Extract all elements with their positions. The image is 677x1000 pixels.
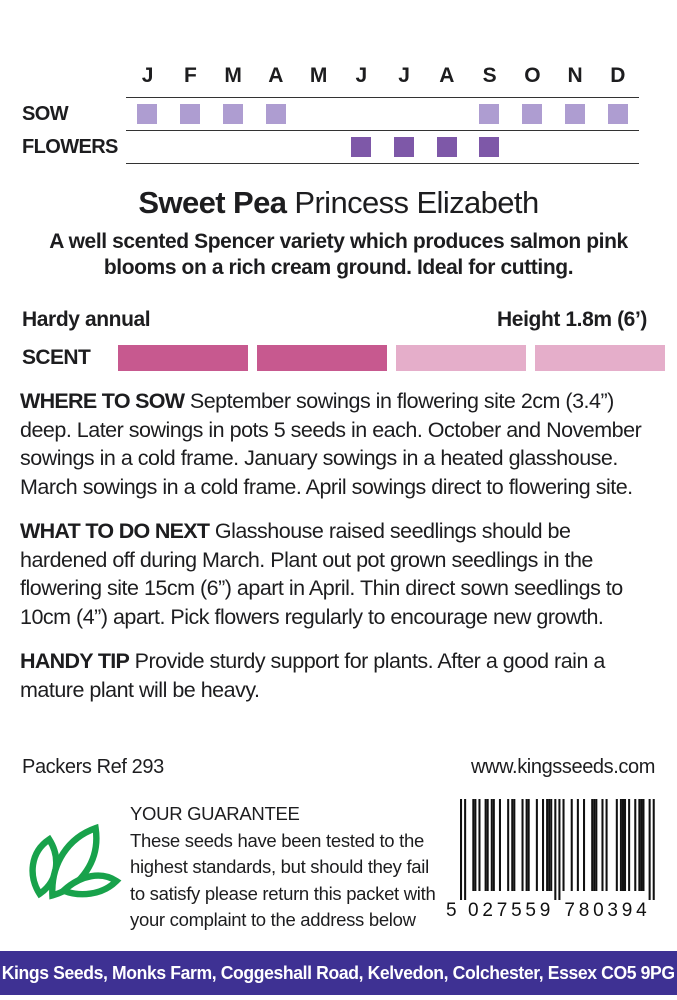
month-square <box>180 104 200 124</box>
scent-segment <box>396 345 526 371</box>
plant-type: Hardy annual <box>22 308 151 331</box>
what-to-do-next-paragraph <box>20 517 659 631</box>
svg-text:2: 2 <box>482 900 493 921</box>
sow-month-cell <box>254 98 297 130</box>
empty-month-cell <box>212 131 255 163</box>
guarantee-body: These seeds have been tested to the highest standards, but should they fail to satisfy please return this packet with your complaint to the address below <box>130 829 436 930</box>
where-to-sow-paragraph <box>20 387 659 501</box>
barcode <box>438 799 659 934</box>
handy-tip-text: Provide sturdy support for plants. After a good rain a mature plant will be heavy. <box>20 649 605 702</box>
attributes-row <box>22 308 647 332</box>
sow-month-cell <box>169 98 212 130</box>
kings-seeds-leaves-logo <box>22 799 130 934</box>
flowers-month-cell <box>425 131 468 163</box>
month-square <box>351 137 371 157</box>
month-label: A <box>268 64 283 87</box>
scent-label: SCENT <box>22 346 91 369</box>
what-to-do-next-lead: WHAT TO DO NEXT <box>20 519 210 543</box>
cultivar-name: Princess Elizabeth <box>286 185 539 220</box>
month-label: O <box>524 64 541 87</box>
sow-month-cell <box>212 98 255 130</box>
empty-month-cell <box>511 131 554 163</box>
sow-row-label: SOW <box>22 103 68 125</box>
footer-address-bar <box>0 951 677 995</box>
month-label: S <box>482 64 497 87</box>
where-to-sow-text: September sowings in flowering site 2cm (3.4”) deep. Later sowings in pots 5 seeds in each. October and November sowings in a cold frame. January sowings in a heated glasshouse. March sowings in a cold frame. April sowings direct to flowering site. <box>20 389 642 499</box>
empty-month-cell <box>169 131 212 163</box>
company-address: Kings Seeds, Monks Farm, Coggeshall Road, Kelvedon, Colchester, Essex CO5 9PG <box>2 962 675 983</box>
month-square <box>394 137 414 157</box>
calendar-label-spacer <box>22 62 126 98</box>
sowing-calendar <box>22 62 639 164</box>
guarantee-heading: YOUR GUARANTEE <box>130 803 300 824</box>
month-square <box>137 104 157 124</box>
svg-text:3: 3 <box>607 900 618 921</box>
sow-month-cell <box>554 98 597 130</box>
month-label: A <box>439 64 454 87</box>
month-square <box>266 104 286 124</box>
flowers-month-cell <box>383 131 426 163</box>
svg-text:8: 8 <box>578 900 590 921</box>
month-label: J <box>398 64 410 87</box>
svg-text:5: 5 <box>446 900 457 921</box>
flowers-month-cell <box>468 131 511 163</box>
variety-name: Sweet Pea <box>138 185 287 220</box>
empty-month-cell <box>425 98 468 130</box>
empty-month-cell <box>254 131 297 163</box>
month-label: M <box>309 64 327 87</box>
calendar-months-row <box>126 62 639 98</box>
leaves-icon <box>22 813 122 913</box>
flowers-row-label: FLOWERS <box>22 136 118 158</box>
month-square <box>522 104 542 124</box>
svg-text:4: 4 <box>636 900 647 921</box>
guarantee-block <box>130 799 438 934</box>
svg-text:0: 0 <box>593 900 604 921</box>
variety-description: A well scented Spencer variety which produces salmon pink blooms on a rich cream ground. Ideal for cutting. <box>49 230 628 279</box>
calendar-row-labels <box>22 62 126 164</box>
flowers-squares-row <box>126 131 639 164</box>
website-url: www.kingsseeds.com <box>471 756 655 778</box>
month-square <box>223 104 243 124</box>
month-label: M <box>224 64 242 87</box>
svg-text:7: 7 <box>564 900 575 921</box>
calendar-grid <box>126 62 639 164</box>
packers-ref: Packers Ref 293 <box>22 756 164 778</box>
scent-rating-bar <box>118 345 665 371</box>
empty-month-cell <box>383 98 426 130</box>
sow-squares-row <box>126 98 639 131</box>
empty-month-cell <box>596 131 639 163</box>
empty-month-cell <box>297 98 340 130</box>
sow-month-cell <box>468 98 511 130</box>
ean13-barcode <box>444 799 659 921</box>
sow-month-cell <box>596 98 639 130</box>
month-label: D <box>610 64 625 87</box>
sow-month-cell <box>126 98 169 130</box>
month-label: N <box>567 64 583 87</box>
empty-month-cell <box>554 131 597 163</box>
month-label: J <box>355 64 367 87</box>
month-square <box>479 137 499 157</box>
svg-text:5: 5 <box>511 900 522 921</box>
handy-tip-lead: HANDY TIP <box>20 649 130 673</box>
month-square <box>479 104 499 124</box>
scent-segment <box>535 345 665 371</box>
month-label: F <box>183 64 197 87</box>
handy-tip-paragraph <box>20 647 659 704</box>
svg-text:0: 0 <box>468 900 479 921</box>
scent-segment <box>118 345 248 371</box>
empty-month-cell <box>340 98 383 130</box>
plant-height: Height 1.8m (6’) <box>497 308 647 331</box>
month-square <box>608 104 628 124</box>
svg-text:9: 9 <box>539 900 551 921</box>
svg-text:5: 5 <box>525 900 536 921</box>
flowers-month-cell <box>340 131 383 163</box>
where-to-sow-lead: WHERE TO SOW <box>20 389 185 413</box>
svg-text:9: 9 <box>621 900 633 921</box>
meta-row <box>22 756 655 779</box>
month-square <box>565 104 585 124</box>
month-square <box>437 137 457 157</box>
month-label: J <box>141 64 153 87</box>
svg-text:7: 7 <box>496 900 508 921</box>
empty-month-cell <box>297 131 340 163</box>
bottom-section <box>22 799 659 934</box>
scent-row <box>22 345 665 371</box>
sow-month-cell <box>511 98 554 130</box>
scent-segment <box>257 345 387 371</box>
what-to-do-next-text: Glasshouse raised seedlings should be hardened off during March. Plant out pot grown seedlings in the flowering site 15cm (6”) apart in April. Thin direct sown seedlings to 10cm (4”) apart. Pick flowers regularly to encourage new growth. <box>20 519 623 629</box>
empty-month-cell <box>126 131 169 163</box>
page-title <box>0 185 677 221</box>
